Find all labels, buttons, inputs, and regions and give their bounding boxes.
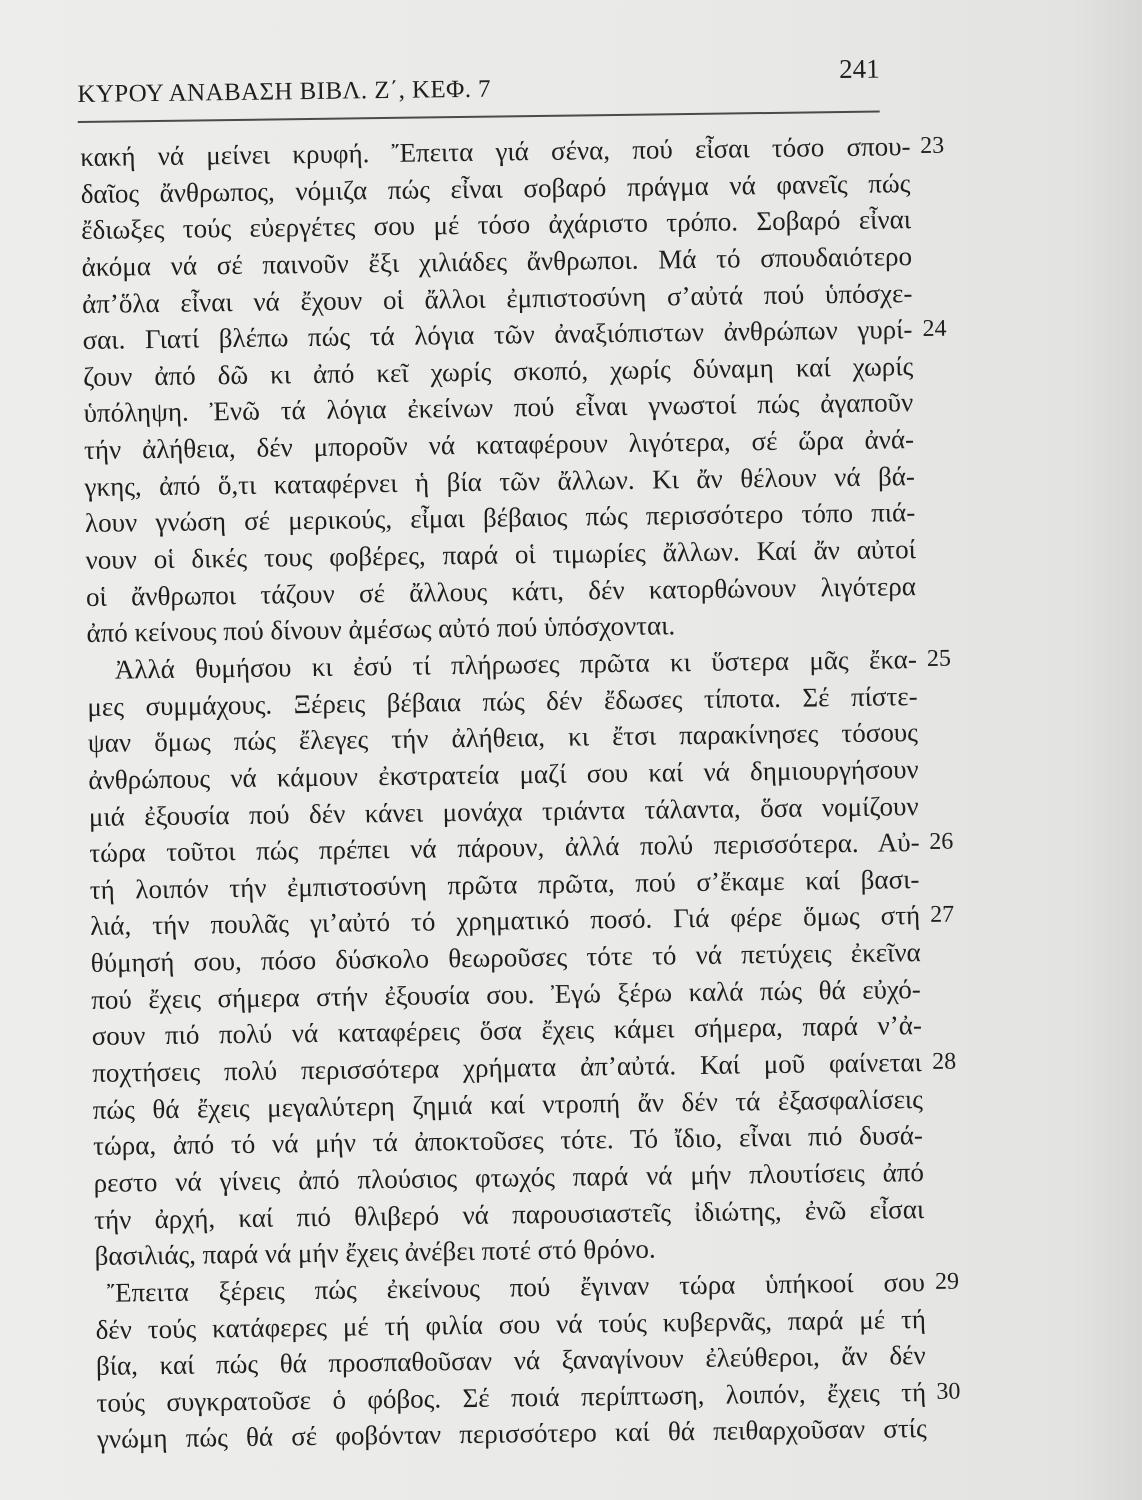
line-text: γκης, ἀπό ὅ,τι καταφέρνει ἡ βία τῶν ἄλλων. Κι ἄν θέλουν νά βά- bbox=[84, 460, 916, 502]
line-text: τήν ἀρχή, καί πιό θλιβερό νά παρουσιαστεῖς ἰδιώτης, ἐνῶ εἶσαι bbox=[93, 1193, 925, 1235]
line-text: λουν γνώση σέ μερικούς, εἶμαι βέβαιος πώς περισσότερο τόπο πιά- bbox=[84, 497, 916, 539]
line-text: κακή νά μείνει κρυφή. Ἔπειτα γιά σένα, πού εἶσαι τόσο σπου- bbox=[80, 131, 911, 172]
line-text: οἱ ἄνθρωποι τάζουν σέ ἄλλους κάτι, δέν κατορθώνουν λιγότερα bbox=[85, 570, 917, 612]
section-number: 27 bbox=[930, 902, 955, 929]
line-text: σαι. Γιατί βλέπω πώς τά λόγια τῶν ἀναξιόπιστων ἀνθρώπων γυρί- bbox=[82, 314, 913, 356]
body-text bbox=[80, 128, 961, 1458]
line-text: ποχτήσεις πολύ περισσότερα χρήματα ἀπ’αὐτά. Καί μοῦ φαίνεται bbox=[92, 1047, 923, 1088]
line-text: βία, καί πώς θά προσπαθοῦσαν νά ξαναγίνουν ἐλεύθεροι, ἄν δέν bbox=[95, 1340, 926, 1382]
line-text: μιά ἐξουσία πού δέν κάνει μονάχα τριάντα τάλαντα, ὅσα νομίζουν bbox=[88, 790, 919, 832]
line-text: ἀκόμα νά σέ παινοῦν ἔξι χιλιάδες ἄνθρωποι. Μά τό σπουδαιότερο bbox=[81, 241, 913, 282]
line-text: τή λοιπόν τήν ἐμπιστοσύνη πρῶτα πρῶτα, πού σ’ἔκαμε καί βασι- bbox=[89, 863, 920, 905]
line-text: βασιλιάς, παρά νά μήν ἔχεις ἀνέβει ποτέ στό θρόνο. bbox=[94, 1233, 656, 1272]
line-text: πού ἔχεις σήμερα στήν ἐξουσία σου. Ἐγώ ξέρω καλά πώς θά εὐχό- bbox=[91, 973, 922, 1015]
line-text: Ἔπειτα ξέρεις πώς ἐκείνους πού ἔγιναν τώρα ὑπήκοοί σου bbox=[106, 1266, 926, 1308]
header-rule bbox=[78, 111, 880, 123]
line-text: νουν οἱ δικές τους φοβέρες, παρά οἱ τιμωρίες ἄλλων. Καί ἄν αὐτοί bbox=[85, 534, 917, 576]
section-number: 23 bbox=[919, 132, 945, 160]
line-text: δαῖος ἄνθρωπος, νόμιζα πώς εἶναι σοβαρό πράγμα νά φανεῖς πώς bbox=[80, 167, 911, 209]
line-text: τήν ἀλήθεια, δέν μποροῦν νά καταφέρουν λιγότερα, σέ ὥρα ἀνά- bbox=[83, 424, 915, 466]
page-number: 241 bbox=[838, 53, 880, 85]
section-number: 29 bbox=[934, 1268, 960, 1295]
line-text: ἔδιωξες τούς εὐεργέτες σου μέ τόσο ἀχάριστο τρόπο. Σοβαρό εἶναι bbox=[80, 204, 912, 246]
line-text: γνώμη πώς θά σέ φοβόνταν περισσότερο καί θά πειθαρχοῦσαν στίς bbox=[96, 1413, 927, 1455]
line-text: Ἀλλά θυμήσου κι ἐσύ τί πλήρωσες πρῶτα κι ὕστερα μᾶς ἔκα- bbox=[114, 644, 918, 685]
line-text: ὑπόληψη. Ἐνῶ τά λόγια ἐκείνων πού εἶναι γνωστοί πώς ἀγαποῦν bbox=[83, 387, 914, 429]
line-text: ἀπό κείνους πού δίνουν ἀμέσως αὐτό πού ὑπόσχονται. bbox=[86, 610, 676, 649]
line-text: λιά, τήν πουλᾶς γι’αὐτό τό χρηματικό ποσό. Γιά φέρε ὅμως στή bbox=[90, 900, 921, 942]
line-text: τούς συγκρατοῦσε ὁ φόβος. Σέ ποιά περίπτωση, λοιπόν, ἔχεις τή bbox=[96, 1376, 927, 1418]
section-number: 28 bbox=[931, 1048, 957, 1075]
running-title: ΚΥΡΟΥ ΑΝΑΒΑΣΗ ΒΙΒΛ. Ζ΄, ΚΕΦ. 7 bbox=[77, 75, 492, 109]
line-text: ζουν ἀπό δῶ κι ἀπό κεῖ χωρίς σκοπό, χωρίς δύναμη καί χωρίς bbox=[82, 350, 914, 392]
line-text: ἀνθρώπους νά κάμουν ἐκστρατεία μαζί σου καί νά δημιουργήσουν bbox=[88, 753, 919, 795]
line-text: ἀπ’ὅλα εἶναι νά ἔχουν οἱ ἄλλοι ἐμπιστοσύνη σ’αὐτά πού ὑπόσχε- bbox=[81, 277, 913, 319]
line-text: ψαν ὅμως πώς ἔλεγες τήν ἀλήθεια, κι ἔτσι παρακίνησες τόσους bbox=[87, 717, 919, 759]
line-text: ρεστο νά γίνεις ἀπό πλούσιος φτωχός παρά νά μήν πλουτίσεις ἀπό bbox=[93, 1156, 925, 1198]
line-text: δέν τούς κατάφερες μέ τή φιλία σου νά τούς κυβερνᾶς, παρά μέ τή bbox=[95, 1303, 927, 1345]
line-text: τώρα, ἀπό τό νά μήν τά ἀποκτοῦσες τότε. Τό ἴδιο, εἶναι πιό δυσά- bbox=[92, 1120, 924, 1162]
line-text: πώς θά ἔχεις μεγαλύτερη ζημιά καί ντροπή ἄν δέν τά ἐξασφαλίσεις bbox=[92, 1083, 924, 1125]
line-text: θύμησή σου, πόσο δύσκολο θεωροῦσες τότε τό νά πετύχεις ἐκεῖνα bbox=[90, 937, 921, 979]
line-text: μες συμμάχους. Ξέρεις βέβαια πώς δέν ἔδωσες τίποτα. Σέ πίστε- bbox=[87, 680, 918, 722]
section-number: 25 bbox=[926, 645, 952, 672]
section-number: 24 bbox=[922, 315, 947, 343]
section-number: 30 bbox=[936, 1378, 961, 1405]
line-text: τώρα τοῦτοι πώς πρέπει νά πάρουν, ἀλλά πολύ περισσότερα. Αὐ- bbox=[89, 827, 920, 869]
line-text: σουν πιό πολύ νά καταφέρεις ὅσα ἔχεις κάμει σήμερα, παρά ν’ἀ- bbox=[91, 1010, 923, 1052]
section-number: 26 bbox=[929, 828, 954, 856]
